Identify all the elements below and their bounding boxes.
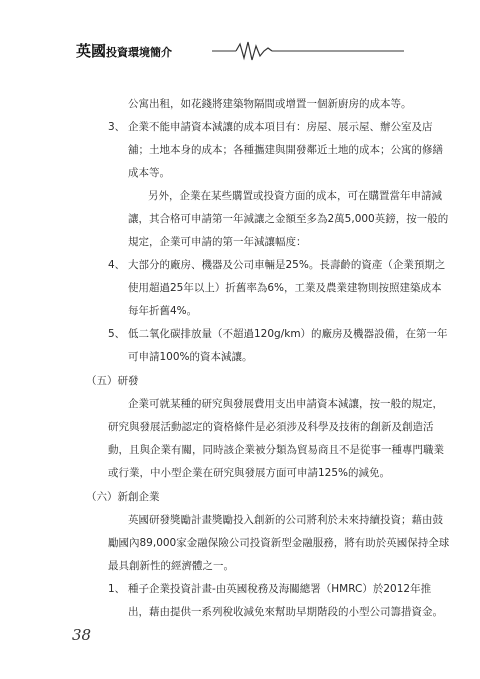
text-line: 低二氧化碳排放量（不超過120g/km）的廠房及機器設備，在第一年: [128, 328, 448, 340]
text-line: 或行業，中小型企業在研究與發展方面可申請125%的減免。: [108, 467, 391, 479]
text-line: 成本等。: [128, 167, 170, 179]
text-line: 舖；土地本身的成本；各種攜建與開發鄰近土地的成本；公寓的修繕: [128, 144, 443, 156]
text-line: 研究與發展活動認定的資格條件是必須涉及科學及技術的創新及創造活: [108, 421, 434, 433]
page-number: 38: [72, 626, 92, 644]
text-line: 公寓出租，如花錢將建築物隔間或增置一個新廚房的成本等。: [128, 98, 412, 110]
running-header: [0, 38, 480, 64]
list-number: 1、: [108, 583, 126, 595]
header-title-main: 英國: [76, 42, 107, 60]
text-line: 勵國內89,000家金融保險公司投資新型金融服務，將有助於英國保持全球: [108, 537, 450, 549]
text-line: 種子企業投資計畫-由英國稅務及海關總署（HMRC）於2012年推: [128, 583, 432, 595]
list-number: 3、: [108, 121, 126, 133]
text-line: 企業可就某種的研究與發展費用支出申請資本減讓，按一般的規定，: [128, 398, 443, 410]
list-number: 5、: [108, 328, 126, 340]
text-line: 出，藉由提供一系列稅收減免來幫助早期階段的小型公司籌措資金。: [128, 606, 443, 618]
text-line: 企業不能申請資本減讓的成本項目有：房屋、展示屋、辦公室及店: [128, 121, 433, 133]
text-line: 另外，企業在某些購置或投資方面的成本，可在購置當年申請減: [148, 190, 442, 202]
text-line: 英國研發獎勵計畫獎勵投入創新的公司將利於未來持續投資；藉由鼓: [128, 514, 443, 526]
text-line: 可申請100%的資本減讓。: [128, 351, 253, 363]
text-line: 大部分的廠房、機器及公司車輛是25%。長壽齡的資產（企業預期之: [128, 259, 446, 271]
text-line: 動，且與企業有關，同時該企業被分類為貿易商且不是從事一種專門職業: [108, 444, 444, 456]
text-line: 最具創新性的經濟體之一。: [108, 560, 234, 572]
list-number: 4、: [108, 259, 126, 271]
heartbeat-line-icon: [0, 38, 480, 64]
section-heading: （五）研發: [86, 375, 139, 387]
header-title: [76, 40, 172, 61]
section-heading: （六）新創企業: [86, 491, 160, 503]
text-line: 讓，其合格可申請第一年減讓之金額至多為2萬5,000英鎊，按一般的: [128, 213, 449, 225]
text-line: 每年折舊4%。: [128, 305, 198, 317]
header-title-sub: 投資環境簡介: [106, 46, 173, 59]
text-line: 使用超過25年以上）折舊率為6%，工業及農業建物則按照建築成本: [128, 282, 442, 294]
text-line: 規定，企業可申請的第一年減讓幅度：: [128, 236, 307, 248]
